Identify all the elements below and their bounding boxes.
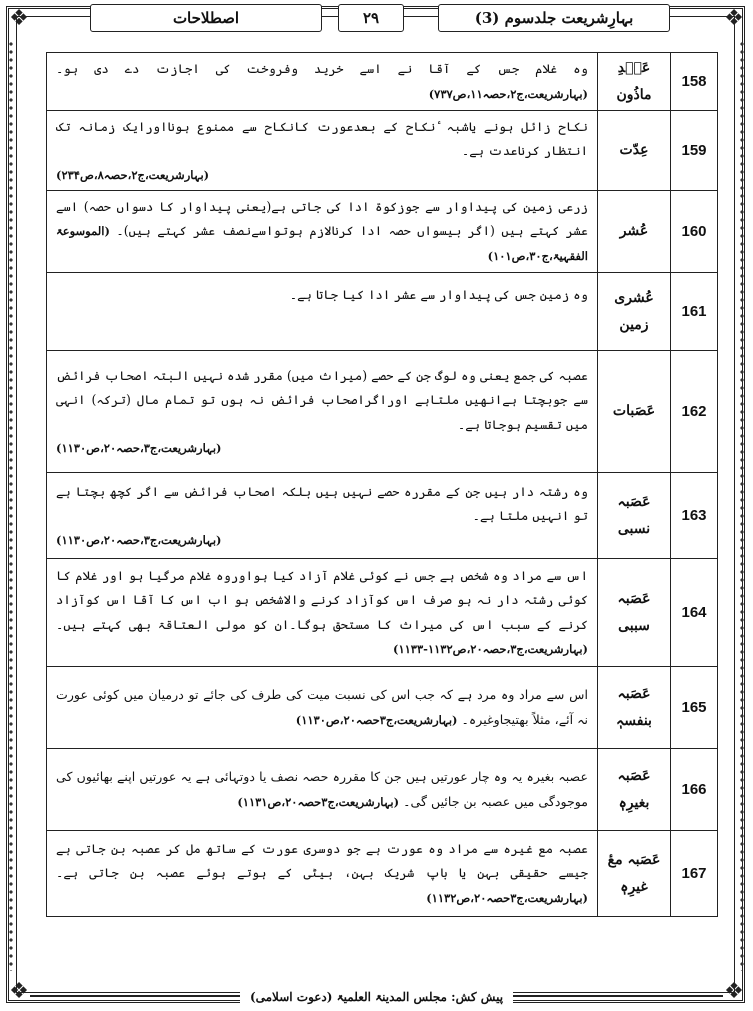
entry-number: 165 <box>671 667 718 749</box>
entry-definition: عصبہ کی جمع یعنی وہ لوگ جن کے حصے (میراث میں) مقرر شدہ نہیں البتہ اصحاب فرائض سے جوبچتا ہےانھیں ملتاہے اوراگراصحاب فرائض نہ ہوں تو تمام مال (ترکہ) انہی میں تقسیم ہوجاتا ہے۔ (بہارشریعت،ج۳،حصہ۲۰،ص۱۱۳۰) <box>47 351 598 473</box>
entry-reference: (بہارشریعت،ج۲،حصہ۸،ص۲۳۴) <box>56 168 210 183</box>
entry-reference: (بہارشریعت،ج۲،حصہ۱۱،ص۷۳۷) <box>428 86 588 101</box>
entry-term: عَصَبہ بغیرِہٖ <box>598 749 671 831</box>
entry-definition: وہ رشتہ دار ہیں جن کے مقررہ حصے نہیں ہیں بلکہ اصحاب فرائض سے اگر کچھ بچتا ہے تو انہیں ملتا ہے۔ (بہارشریعت،ج۳،حصہ۲۰،ص۱۱۳۰) <box>47 473 598 559</box>
table-row <box>47 191 718 273</box>
entry-definition: عصبہ بغیرہ یہ وہ چار عورتیں ہیں جن کا مقررہ حصہ نصف یا دوتہائی ہے یہ عورتیں اپنے بھائیوں کی موجودگی میں عصبہ بن جائیں گی۔ (بہارشریعت،ج۳حصہ۲۰،ص۱۱۳۱) <box>47 749 598 831</box>
table-row <box>47 749 718 831</box>
entry-number: 161 <box>671 273 718 351</box>
table-row <box>47 351 718 473</box>
corner-ornament-icon: ❖ <box>9 979 29 1004</box>
entry-term: عَصَبات <box>598 351 671 473</box>
entry-term: عُشری زمین <box>598 273 671 351</box>
entry-definition: عصبہ مع غیرہ سے مراد وہ عورت ہے جو دوسری عورت کے ساتھ مل کر عصبہ بن جاتی ہے جیسے حقیقی بہن یا باپ شریک بہن، بیٹی کے ہوتے ہوئے عصبہ بن جاتی ہے۔ (بہارشریعت،ج۳حصہ۲۰،ص۱۱۳۲) <box>47 831 598 917</box>
entry-number: 166 <box>671 749 718 831</box>
entry-number: 160 <box>671 191 718 273</box>
entry-definition: وہ زمین جس کی پیداوار سے عشر ادا کیا جاتا ہے۔ <box>47 273 598 351</box>
entry-definition: نکاح زائل ہونے یاشبہ ٔنکاح کے بعدعورت کانکاح سے ممنوع ہونااورایک زمانہ تک انتظار کرناعدت ہے۔ (بہارشریعت،ج۲،حصہ۸،ص۲۳۴) <box>47 111 598 191</box>
entry-reference: (الموسوعۃ الفقہیۃ،ج۳۰،ص۱۰۱) <box>56 224 588 263</box>
book-title: بہارِشریعت جلدسوم (3) <box>438 4 670 32</box>
corner-ornament-icon: ❖ <box>724 6 744 31</box>
page-footer <box>0 986 753 1006</box>
page-header <box>90 4 670 32</box>
footer-publisher: پیش کش: مجلس المدینۃ العلمیۃ (دعوت اسلامی) <box>240 987 513 1007</box>
entry-definition: اس سے مراد وہ مرد ہے کہ جب اس کی نسبت میت کی طرف کی جائے تو درمیان میں کوئی عورت نہ آئے، مثلاً بھتیجاوغیرہ۔ (بہارشریعت،ج۳حصہ۲۰،ص۱۱۳۰) <box>47 667 598 749</box>
entry-term: عُشر <box>598 191 671 273</box>
entry-term: عَصَبہ سببی <box>598 559 671 667</box>
entry-term: عِدّت <box>598 111 671 191</box>
corner-ornament-icon: ❖ <box>9 6 29 31</box>
table-row <box>47 111 718 191</box>
page-number: ۲۹ <box>338 4 404 32</box>
entry-term: عَصَبہ بنفسہٖ <box>598 667 671 749</box>
table-row <box>47 273 718 351</box>
entry-reference: (بہارشریعت،ج۳حصہ۲۰،ص۱۱۳۱) <box>237 794 400 809</box>
table-row <box>47 559 718 667</box>
table-row <box>47 831 718 917</box>
entry-definition: وہ غلام جس کے آقا نے اسے خرید وفروخت کی اجازت دے دی ہو۔ (بہارشریعت،ج۲،حصہ۱۱،ص۷۳۷) <box>47 53 598 111</box>
entry-reference: (بہارشریعت،ج۳،حصہ۲۰،ص۱۱۳۰) <box>56 533 222 548</box>
entry-number: 163 <box>671 473 718 559</box>
corner-ornament-icon: ❖ <box>724 979 744 1004</box>
entry-definition: اس سے مراد وہ شخص ہے جس نے کوئی غلام آزاد کیا ہواوروہ غلام مرگیا ہو اور غلام کا کوئی رشتہ دار نہ ہو صرف اس کوآزاد کرنے والاشخص ہو اب اس کا آقا اس کوآزاد کرنے کے سبب اس کی میراث کا مستحق ہوگا۔ان کو مولی العتاقۃ بھی کہتے ہیں۔ (بہارشریعت،ج۳،حصہ۲۰،ص۱۱۳۲-۱۱۳۳) <box>47 559 598 667</box>
entry-number: 162 <box>671 351 718 473</box>
entry-reference: (بہارشریعت،ج۳حصہ۲۰،ص۱۱۳۲) <box>426 890 588 905</box>
entry-number: 159 <box>671 111 718 191</box>
entry-definition: زرعی زمین کی پیداوار سے جوزکوۃ ادا کی جاتی ہے(یعنی پیداوار کا دسواں حصہ) اسے عشر کہتے ہیں (اگر بیسواں حصہ ادا کرنالازم ہوتواسےنصف عشر کہتے ہیں)۔ (الموسوعۃ الفقہیۃ،ج۳۰،ص۱۰۱) <box>47 191 598 273</box>
entry-term: عَبۡدِ ماذُون <box>598 53 671 111</box>
entry-number: 167 <box>671 831 718 917</box>
entry-number: 158 <box>671 53 718 111</box>
entry-reference: (بہارشریعت،ج۳،حصہ۲۰،ص۱۱۳۲-۱۱۳۳) <box>393 642 588 657</box>
table-row <box>47 473 718 559</box>
entry-number: 164 <box>671 559 718 667</box>
table-row <box>47 667 718 749</box>
left-ornament-border <box>9 40 13 971</box>
entry-term: عَصَبہ نسبی <box>598 473 671 559</box>
entry-reference: (بہارشریعت،ج۳،حصہ۲۰،ص۱۱۳۰) <box>56 441 222 456</box>
entry-term: عَصَبہ معٔ غیرِہٖ <box>598 831 671 917</box>
table-row <box>47 53 718 111</box>
glossary-table <box>46 52 718 917</box>
right-ornament-border <box>740 40 744 971</box>
entry-reference: (بہارشریعت،ج۳حصہ۲۰،ص۱۱۳۰) <box>295 712 458 727</box>
section-title: اصطلاحات <box>90 4 322 32</box>
